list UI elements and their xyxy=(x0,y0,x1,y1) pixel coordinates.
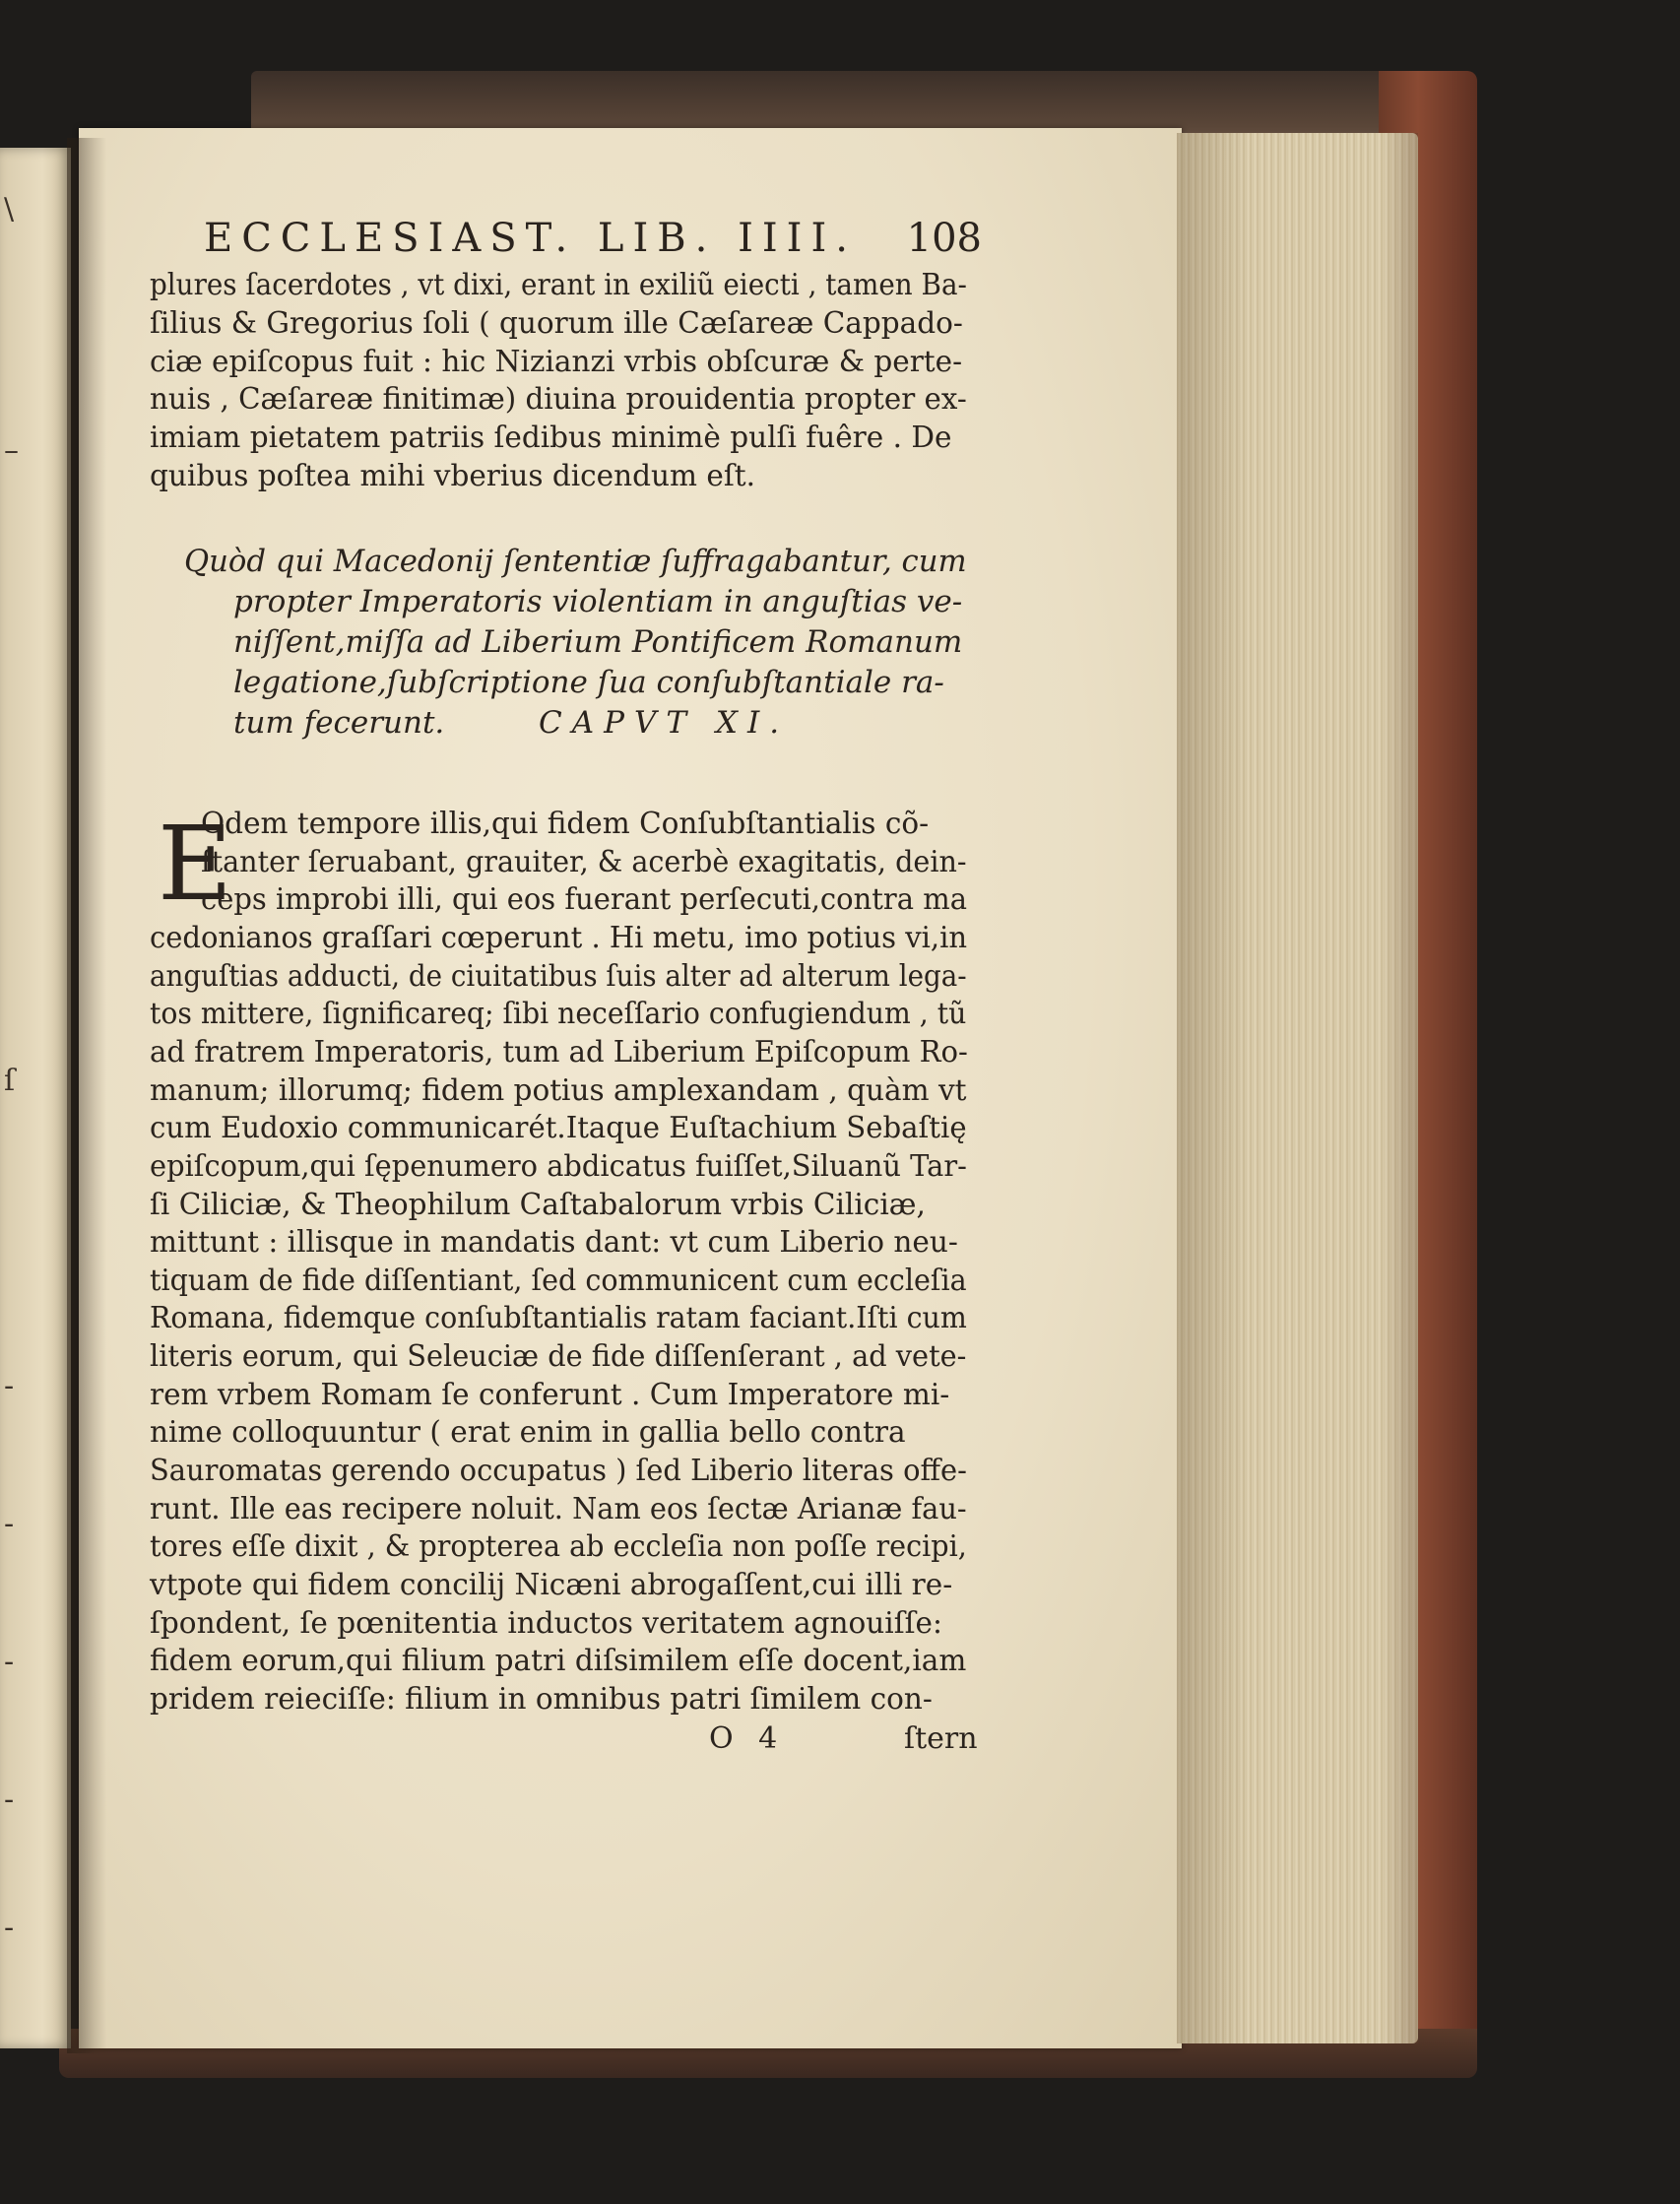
left-page xyxy=(0,148,71,2048)
running-head-title: ECCLESIAST. LIB. IIII. xyxy=(204,216,857,261)
text-line: ſilius & Gregorius ſoli ( quorum ille Cæſareæ Cappado- xyxy=(150,305,963,340)
left-margin-mark: - xyxy=(4,1783,15,1817)
left-page-margin xyxy=(0,148,71,2048)
text-line: ſpondent, ſe pœnitentia inductos veritatem agnouiſſe: xyxy=(150,1605,942,1640)
page-edges-shading xyxy=(1177,133,1418,2043)
text-line: ſi Ciliciæ, & Theophilum Caſtabalorum vrbis Ciliciæ, xyxy=(150,1187,926,1221)
drop-cap: E xyxy=(158,804,232,924)
left-margin-mark: - xyxy=(4,1645,15,1679)
text-line: cedonianos graſſari cœperunt . Hi metu, imo potius vi,in xyxy=(150,920,968,954)
text-line: plures ſacerdotes , vt dixi, erant in exiliũ eiecti , tamen Ba- xyxy=(150,268,967,301)
catchword: ſtern xyxy=(904,1721,978,1756)
text-line: Sauromatas gerendo occupatus ) ſed Liberio literas offe- xyxy=(150,1454,967,1488)
text-line: manum; illorumq; fidem potius amplexandam , quàm vt xyxy=(150,1072,967,1107)
text-line: nuis , Cæſareæ finitimæ) diuina prouidentia propter ex- xyxy=(150,382,967,417)
chapter-number: CAPVT XI. xyxy=(539,705,790,741)
gutter-shadow xyxy=(67,138,106,2053)
signature-mark: O 4 xyxy=(709,1721,786,1756)
text-line: vtpote qui fidem concilij Nicæni abrogaſſent,cui illi re- xyxy=(150,1568,953,1601)
text-line: ad fratrem Imperatoris, tum ad Liberium Epiſcopum Ro- xyxy=(150,1034,968,1069)
text-line: tores eſſe dixit , & propterea ab eccleſia non poſſe recipi, xyxy=(150,1529,967,1564)
chapter-heading-line: tum fecerunt. xyxy=(233,705,445,741)
chapter-heading-line: Quòd qui Macedonij ſententiæ ſuffragabantur, cum xyxy=(184,544,967,579)
left-margin-mark: - xyxy=(4,1507,15,1541)
folio-number: 108 xyxy=(906,216,982,261)
text-line: mittunt : illisque in mandatis dant: vt cum Liberio neu- xyxy=(150,1225,958,1260)
text-line: pridem reieciſſe: filium in omnibus patri ſimilem con- xyxy=(150,1681,933,1716)
left-margin-mark: - xyxy=(4,1369,15,1403)
text-line: rem vrbem Romam ſe conferunt . Cum Imperatore mi- xyxy=(150,1377,950,1411)
text-line: tos mittere, ſignificareq; ſibi neceſſario confugiendum , tũ xyxy=(150,997,967,1031)
left-margin-mark: \ xyxy=(4,192,15,227)
chapter-heading-line: legatione,ſubſcriptione ſua conſubſtantiale ra- xyxy=(233,665,944,700)
text-line: Odem tempore illis,qui fidem Conſubſtantialis cõ- xyxy=(201,807,930,840)
text-line: ciæ epiſcopus fuit : hic Nizianzi vrbis obſcuræ & perte- xyxy=(150,344,963,378)
text-line: tiquam de fide diſſentiant, ſed communicent cum eccleſia xyxy=(150,1263,967,1297)
text-line: anguſtias adducti, de ciuitatibus ſuis alter ad alterum lega- xyxy=(150,958,967,993)
left-margin-mark: ſ xyxy=(4,1064,16,1098)
text-line: ſtanter ſeruabant, grauiter, & acerbè exagitatis, dein- xyxy=(201,844,967,878)
text-line: cum Eudoxio communicarét.Itaque Euſtachium Sebaſtię xyxy=(150,1111,967,1145)
chapter-heading-line: propter Imperatoris violentiam in anguſtias ve- xyxy=(233,584,963,619)
left-margin-mark: - xyxy=(4,1911,15,1945)
text-line: fidem eorum,qui filium patri diſsimilem eſſe docent,iam xyxy=(150,1644,967,1678)
left-margin-mark: – xyxy=(4,433,19,468)
text-line: ceps improbi illi, qui eos fuerant perſecuti,contra ma xyxy=(201,882,967,917)
text-line: runt. Ille eas recipere noluit. Nam eos ſectæ Arianæ fau- xyxy=(150,1491,967,1525)
chapter-heading-line: niſſent,miſſa ad Liberium Pontificem Romanum xyxy=(233,624,963,660)
text-line: epiſcopum,qui ſępenumero abdicatus fuiſſet,Siluanũ Tar- xyxy=(150,1148,967,1183)
text-line: Romana, fidemque conſubſtantialis ratam faciant.Iſti cum xyxy=(150,1301,967,1335)
text-line: imiam pietatem patriis ſedibus minimè pulſi fuêre . De xyxy=(150,421,952,455)
text-line: quibus poſtea mihi vberius dicendum eſt. xyxy=(150,459,755,492)
text-line: nime colloquuntur ( erat enim in gallia bello contra xyxy=(150,1415,906,1450)
text-line: literis eorum, qui Seleuciæ de fide diſſenſerant , ad vete- xyxy=(150,1339,967,1374)
